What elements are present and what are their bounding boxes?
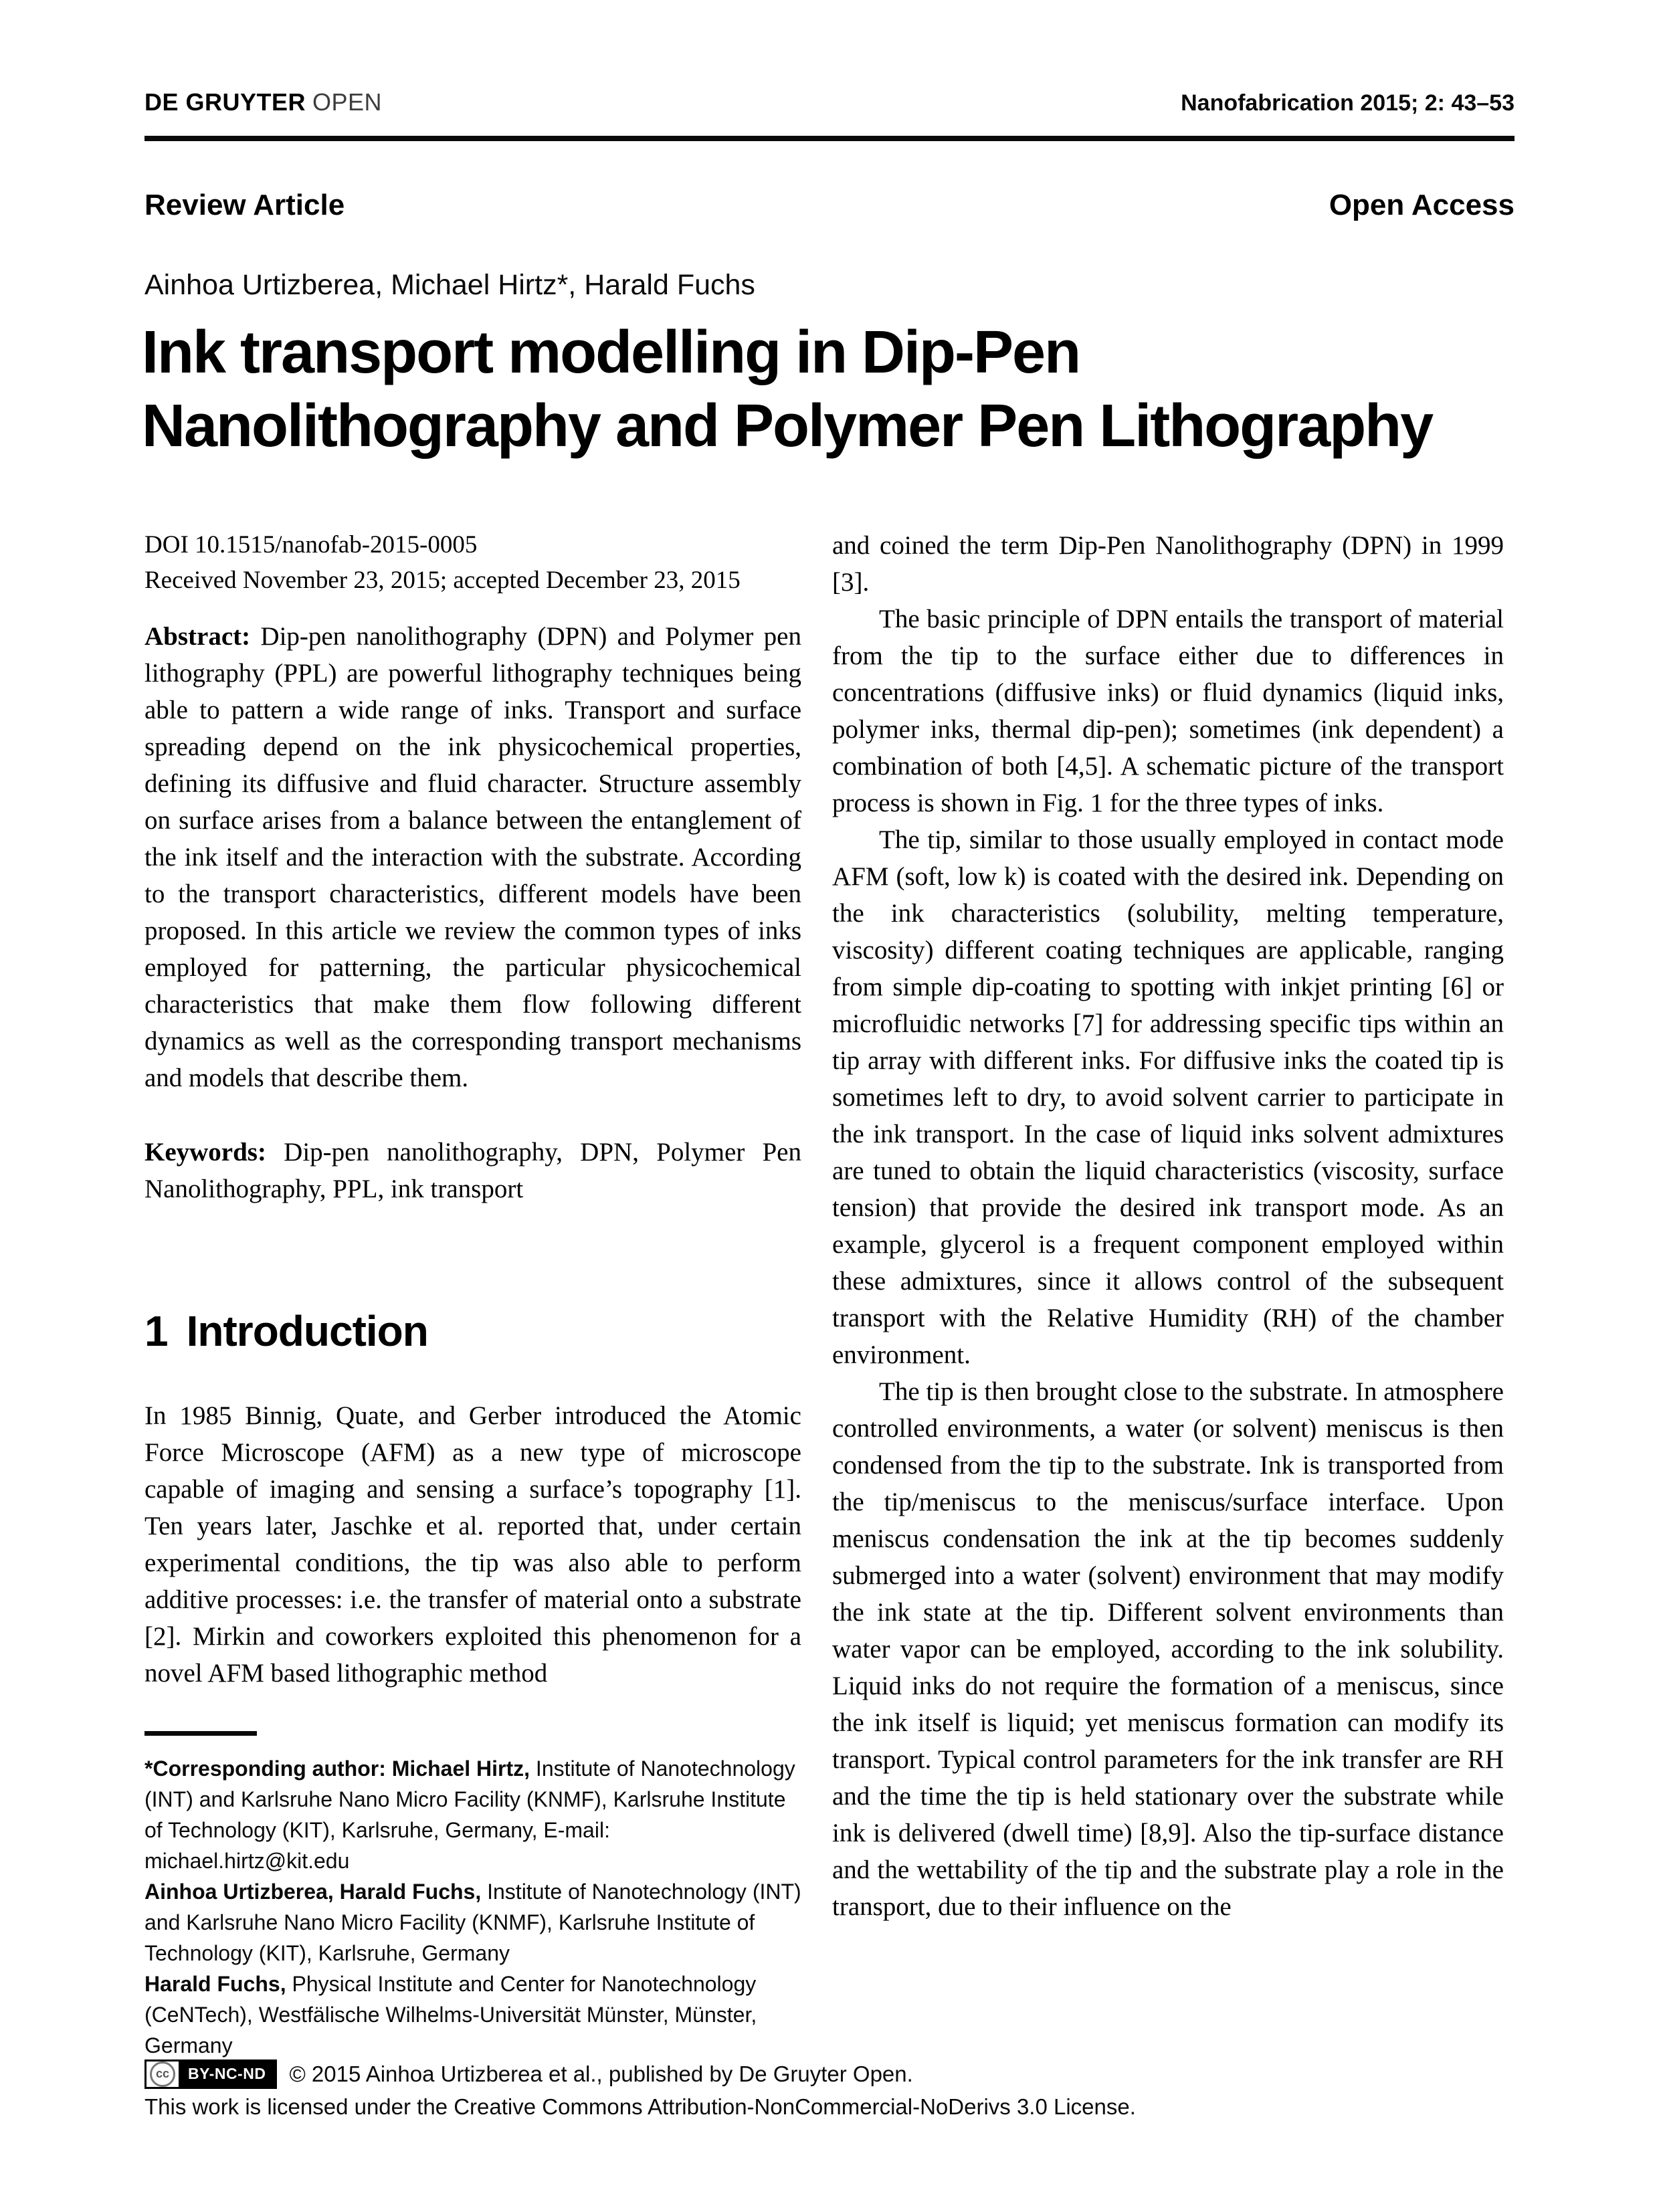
author-footnote	[144, 1731, 801, 2061]
copyright-text: © 2015 Ainhoa Urtizberea et al., published by De Gruyter Open.	[289, 2062, 913, 2086]
publisher-open-label: OPEN	[312, 88, 383, 116]
intro-paragraph-1: In 1985 Binnig, Quate, and Gerber introduced the Atomic Force Microscope (AFM) as a new type of microscope capable of imaging and sensing a surface’s topography [1]. Ten years later, Jaschke et al. reported that, under certain experimental conditions, the tip was also able to perform additive processes: i.e. the transfer of material onto a substrate [2]. Mirkin and coworkers exploited this phenomenon for a novel AFM based lithographic method	[144, 1401, 801, 1688]
footnote-coauthors	[144, 1876, 801, 1969]
article-title-line-1: Ink transport modelling in Dip-Pen	[142, 319, 1080, 386]
section-heading-introduction	[144, 1306, 801, 1356]
copyright-line	[144, 2057, 1523, 2090]
keywords-paragraph	[144, 1134, 801, 1207]
received-accepted-dates: Received November 23, 2015; accepted December 23, 2015	[144, 567, 741, 594]
author-byline: Ainhoa Urtizberea, Michael Hirtz*, Harald Fuchs	[144, 269, 755, 301]
column2-paragraph-4: The tip is then brought close to the substrate. In atmosphere controlled environments, a water (or solvent) meniscus is then condensed from the tip to the substrate. Ink is transported from the tip/meniscus to the meniscus/surface interface. Upon meniscus condensation the ink at the tip becomes suddenly submerged into a water (solvent) environment that may modify the ink state at the tip. Different solvent environments than water vapor can be employed, according to the ink solubility. Liquid inks do not require the formation of a meniscus, since the ink itself is liquid; yet meniscus formation can modify its transport. Typical control parameters for the ink transfer are RH and the time the tip is held stationary over the substrate while ink is delivered (dwell time) [8,9]. Also the tip-surface distance and the wettability of the tip and the substrate play a role in the transport, due to their influence on the	[832, 1377, 1504, 1921]
section-number: 1	[144, 1307, 168, 1355]
keywords-label: Keywords:	[144, 1138, 266, 1167]
abstract-paragraph	[144, 618, 801, 1096]
publisher-name: DE GRUYTER	[144, 88, 306, 116]
header-rule	[144, 136, 1515, 141]
left-column	[144, 527, 801, 1692]
license-text: This work is licensed under the Creative Commons Attribution-NonCommercial-NoDerivs 3.0 License.	[144, 2094, 1136, 2119]
open-access-label: Open Access	[1329, 189, 1515, 221]
right-column	[832, 527, 1504, 1925]
cc-logo-icon: cc	[147, 2062, 179, 2087]
footnote-harald-fuchs	[144, 1969, 801, 2061]
section-title: Introduction	[186, 1307, 428, 1355]
footnote-rule	[144, 1731, 257, 1736]
footnote-1-affiliation[interactable]: Institute of Nanotechnology (INT) and Karlsruhe Nano Micro Facility (KNMF), Karlsruhe Institute of Technology (KIT), Karlsruhe, Germany, E-mail: michael.hirtz@kit.edu	[144, 1756, 795, 1873]
abstract-text: Dip-pen nanolithography (DPN) and Polymer pen lithography (PPL) are powerful lithography techniques being able to pattern a wide range of inks. Transport and surface spreading depend on the ink physicochemical properties, defining its diffusive and fluid character. Structure assembly on surface arises from a balance between the entanglement of the ink itself and the interaction with the substrate. According to the transport characteristics, different models have been proposed. In this article we review the common types of inks employed for patterning, the particular physicochemical characteristics that make them flow following different dynamics as well as the corresponding transport mechanisms and models that describe them.	[144, 622, 801, 1092]
footnote-3-affiliation: Physical Institute and Center for Nanotechnology (CeNTech), Westfälische Wilhelms-Universität Münster, Münster, Germany	[144, 1972, 757, 2057]
article-meta-row	[144, 189, 1515, 222]
article-type-label: Review Article	[144, 189, 345, 221]
article-title-line-2: Nanolithography and Polymer Pen Lithography	[142, 393, 1433, 460]
keywords-text: Dip-pen nanolithography, DPN, Polymer Pen Nanolithography, PPL, ink transport	[144, 1138, 801, 1203]
footnote-3-names: Harald Fuchs,	[144, 1972, 286, 1996]
running-head	[144, 88, 1515, 116]
footnote-1-names: *Corresponding author: Michael Hirtz,	[144, 1756, 530, 1781]
cc-badge-label: BY-NC-ND	[179, 2062, 275, 2087]
column2-paragraph-3: The tip, similar to those usually employed in contact mode AFM (soft, low k) is coated with the desired ink. Depending on the ink characteristics (solubility, melting temperature, viscosity) different coating techniques are applicable, ranging from simple dip-coating to spotting with inkjet printing [6] or microfluidic networks [7] for addressing specific tips within an tip array with different inks. For diffusive inks the coated tip is sometimes left to dry, to avoid solvent carrier to participate in the ink transport. In the case of liquid inks solvent admixtures are tuned to obtain the liquid characteristics (viscosity, surface tension) that provide the desired ink transport mode. As an example, glycerol is a frequent component employed within these admixtures, since it allows control of the subsequent transport with the Relative Humidity (RH) of the chamber environment.	[832, 825, 1504, 1369]
column2-paragraph-1: and coined the term Dip-Pen Nanolithography (DPN) in 1999 [3].	[832, 531, 1504, 597]
license-footer	[144, 2057, 1523, 2123]
article-title	[142, 316, 1520, 463]
abstract-label: Abstract:	[144, 622, 251, 651]
publisher-logo	[144, 88, 382, 116]
footnote-2-affiliation: Institute of Nanotechnology (INT) and Karlsruhe Nano Micro Facility (KNMF), Karlsruhe Institute of Technology (KIT), Karlsruhe, Germany	[144, 1880, 801, 1965]
column2-paragraph-2: The basic principle of DPN entails the transport of material from the tip to the surface either due to differences in concentrations (diffusive inks) or fluid dynamics (liquid inks, polymer inks, thermal dip-pen); sometimes (ink dependent) a combination of both [4,5]. A schematic picture of the transport process is shown in Fig. 1 for the three types of inks.	[832, 605, 1504, 817]
cc-by-nc-nd-badge	[144, 2059, 277, 2089]
footnote-2-names: Ainhoa Urtizberea, Harald Fuchs,	[144, 1880, 482, 1904]
doi: DOI 10.1515/nanofab-2015-0005	[144, 531, 478, 559]
footnote-corresponding-author	[144, 1753, 801, 1876]
journal-citation: Nanofabrication 2015; 2: 43–53	[1181, 90, 1515, 116]
